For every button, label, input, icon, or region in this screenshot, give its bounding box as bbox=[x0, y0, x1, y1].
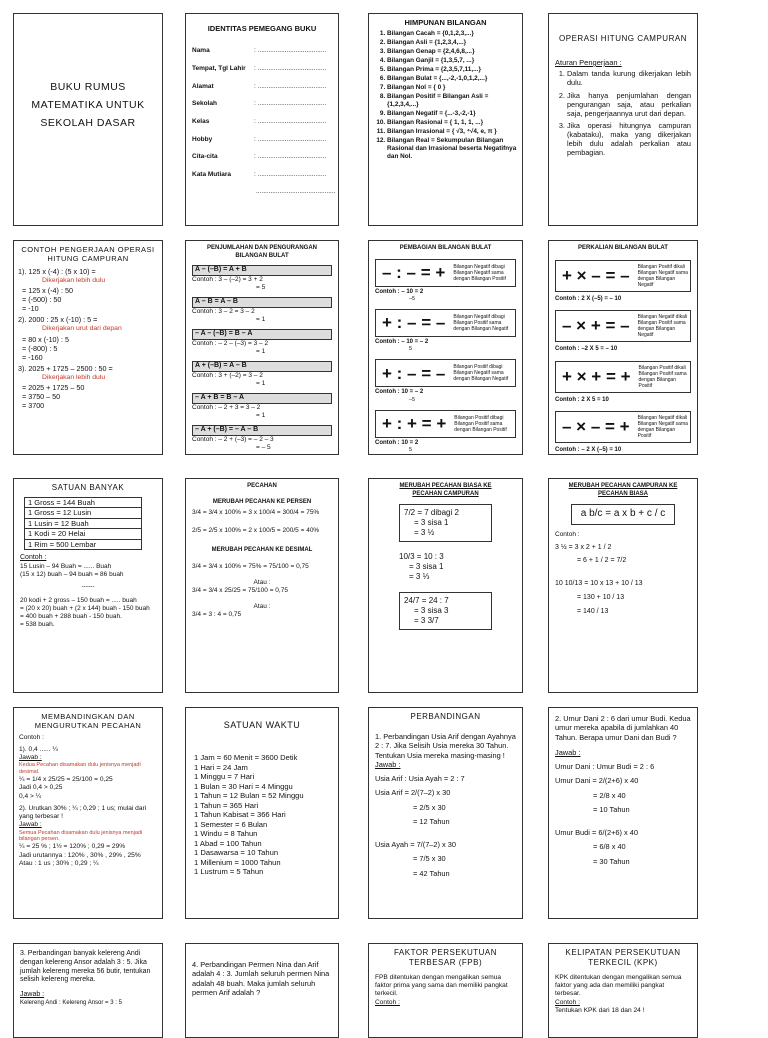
pecahan-d2: 3/4 = 3/4 x 25/25 = 75/100 = 0,75 bbox=[192, 587, 288, 594]
membandingkan-line: Atau : 1 us ; 30% ; 0,29 ; ¼ bbox=[19, 859, 99, 867]
division-rule-box bbox=[375, 309, 516, 337]
satuan-row bbox=[25, 498, 142, 508]
conversion-line: = 3 ⅓ bbox=[409, 572, 430, 581]
perkalian-card bbox=[548, 240, 698, 455]
time-unit-row: 1 Tahun = 365 Hari bbox=[194, 800, 259, 810]
multiplication-symbol: – × + = – bbox=[562, 316, 630, 336]
fpb-title-1: FAKTOR PERSEKUTUAN bbox=[393, 948, 498, 957]
conversion-line: 7/2 = 7 dibagi 2 bbox=[404, 508, 459, 517]
multiplication-example: Contoh : –2 X 5 = – 10 bbox=[555, 346, 618, 352]
conversion-line: = 3 ½ bbox=[414, 528, 435, 537]
rule-result: = 1 bbox=[256, 347, 266, 355]
satuan-banyak-title: SATUAN BANYAK bbox=[51, 483, 125, 492]
himpunan-item: 9. Bilangan Negatif = {...-3,-2,-1} bbox=[387, 110, 518, 118]
pecahan-atau-2: Atau : bbox=[253, 603, 271, 611]
kpk-text: KPK ditentukan dengan mengalikan semua faktor yang ada dan memiliki pangkat terbesar. bbox=[555, 974, 682, 998]
identitas-field-label: Alamat bbox=[192, 82, 214, 90]
kelereng-jawab: Jawab : bbox=[20, 991, 45, 998]
identitas-field-label: Kata Mutiara bbox=[192, 170, 232, 178]
membandingkan-line: Jadi 0,4 > 0,25 bbox=[19, 784, 63, 792]
conversion-line: 10/3 = 10 : 3 bbox=[399, 552, 444, 561]
multiplication-example: Contoh : 2 X 5 = 10 bbox=[555, 396, 609, 403]
identitas-field-label: Kelas bbox=[192, 117, 210, 125]
division-symbol: – : – = + bbox=[382, 262, 446, 282]
himpunan-item: 2. Bilangan Asli = {1,2,3,4,...} bbox=[387, 39, 518, 47]
campuran-biasa-title-2: PECAHAN BIASA bbox=[597, 490, 648, 497]
contoh-line: 2). 2000 : 25 x (-10) : 5 = bbox=[18, 315, 98, 325]
himpunan-item: 7. Bilangan Nol = { 0 } bbox=[387, 84, 518, 92]
age-line: Umur Dani : Umur Budi = 2 : 6 bbox=[555, 762, 655, 771]
pecahan-d1: 3/4 = 3/4 x 100% = 75% = 75/100 = 0,75 bbox=[192, 562, 309, 570]
biasa-campuran-title-2: PECAHAN CAMPURAN bbox=[412, 490, 479, 497]
operasi-rule: 1. Dalam tanda kurung dikerjakan lebih dulu. bbox=[567, 69, 691, 87]
satuan-example-line: ------ bbox=[81, 582, 95, 590]
division-symbol: + : + = + bbox=[382, 414, 447, 433]
rule-result: = 5 bbox=[256, 283, 266, 291]
operasi-card bbox=[548, 13, 698, 226]
umur-jawab: Jawab : bbox=[555, 747, 581, 757]
contoh-line: 1). 125 x (-4) : (5 x 10) = bbox=[18, 266, 96, 276]
pecahan-sub2: MERUBAH PECAHAN KE DESIMAL bbox=[211, 547, 313, 554]
perbandingan-card bbox=[368, 707, 523, 919]
multiplication-symbol: + × + = + bbox=[562, 366, 631, 386]
multiplication-symbol: + × – = – bbox=[562, 265, 630, 285]
multiplication-rule-box bbox=[555, 411, 691, 443]
himpunan-item: 8. Bilangan Positif = Bilangan Asli = {1,2,3,4,...} bbox=[387, 93, 518, 109]
mixed-conversion-line: 10 10/13 = 10 x 13 + 10 / 13 bbox=[555, 580, 643, 588]
time-unit-row: 1 Tahun Kabisat = 366 Hari bbox=[194, 810, 286, 820]
satuan-cell: 1 Rim = 500 Lembar bbox=[25, 539, 142, 549]
operasi-title: OPERASI HITUNG CAMPURAN bbox=[559, 34, 687, 43]
pecahan-d3: 3/4 = 3 : 4 = 0,75 bbox=[192, 611, 242, 619]
division-rule-box bbox=[375, 410, 516, 438]
cover-card bbox=[13, 13, 163, 226]
contoh-line: = (-800) : 5 bbox=[22, 343, 58, 353]
kpk-line: Tentukan KPK dari 18 dan 24 ! bbox=[555, 1006, 645, 1014]
time-unit-row: 1 Bulan = 30 Hari = 4 Minggu bbox=[194, 781, 293, 791]
fpb-title-2: TERBESAR (FPB) bbox=[408, 958, 483, 967]
conversion-block bbox=[399, 552, 492, 582]
pecahan-title: PECAHAN bbox=[247, 483, 277, 489]
campuran-contoh: Contoh : bbox=[555, 530, 580, 538]
rule-result: = 1 bbox=[256, 411, 266, 419]
cover-line-2: MATEMATIKA UNTUK bbox=[31, 98, 145, 111]
time-unit-row: 1 Windu = 8 Tahun bbox=[194, 829, 258, 839]
division-denominator: –5 bbox=[409, 396, 416, 403]
rule-example: Contoh : – 2 – (–3) = 3 – 2 bbox=[192, 339, 269, 347]
penjumlahan-title-1: PENJUMLAHAN DAN PENGURANGAN bbox=[206, 245, 317, 251]
membandingkan-line: ¼ = 25 % ; 1½ = 120% ; 0,29 = 29% bbox=[19, 843, 126, 851]
division-desc: Bilangan Positif dibagi Bilangan Positif sama dengan Bilangan Positif bbox=[454, 414, 507, 433]
membandingkan-line: Jawab : bbox=[19, 821, 42, 829]
contoh-title-2: HITUNG CAMPURAN bbox=[47, 254, 129, 264]
biasa-campuran-title-1: MERUBAH PECAHAN BIASA KE bbox=[399, 483, 492, 489]
perbandingan-jawab: Jawab : bbox=[375, 759, 401, 769]
himpunan-item: 3. Bilangan Genap = {2,4,6,8,...} bbox=[387, 48, 518, 56]
division-symbol: + : – = – bbox=[382, 313, 446, 333]
division-desc: Bilangan Negatif dibagi Bilangan Positif sama dengan Bilangan Negatif bbox=[453, 313, 509, 332]
contoh-note: Dikerjakan lebih dulu bbox=[42, 373, 106, 381]
himpunan-item: 6. Bilangan Bulat = {...,-2,-1,0,1,2,...} bbox=[387, 75, 518, 83]
ratio-line: = 42 Tahun bbox=[413, 868, 450, 878]
conversion-block bbox=[399, 504, 492, 542]
satuan-row bbox=[25, 508, 142, 518]
himpunan-item: 10. Bilangan Rasional = { 1, 1, 1, ...} bbox=[387, 119, 518, 127]
membandingkan-card bbox=[13, 707, 163, 919]
multiplication-example: Contoh : 2 X (–5) = – 10 bbox=[555, 295, 622, 302]
identitas-field-blank: : ...................................... bbox=[254, 135, 327, 143]
identitas-field-blank: : ...................................... bbox=[254, 47, 327, 55]
age-line: = 30 Tahun bbox=[593, 856, 630, 866]
rule-bar: A – B = A – B bbox=[192, 297, 332, 308]
multiplication-desc: Bilangan Positif dikali Bilangan Negatif sama dengan Bilangan Negatif bbox=[637, 263, 688, 288]
age-line: = 2/8 x 40 bbox=[593, 790, 626, 800]
rumus-box bbox=[571, 504, 675, 525]
identitas-field-label: Nama bbox=[192, 47, 210, 55]
contoh-line: = 2025 + 1725 – 50 bbox=[22, 383, 85, 393]
contoh-note: Dikerjakan urut dari depan bbox=[42, 325, 122, 333]
satuan-cell: 1 Gross = 144 Buah bbox=[25, 498, 142, 508]
division-rule-box bbox=[375, 359, 516, 387]
division-example: Contoh : 10 = 2 bbox=[375, 439, 419, 446]
membandingkan-line: 2). Urutkan 30% ; ¼ ; 0,29 ; 1 us; mulai dari yang terbesar ! bbox=[19, 804, 147, 821]
himpunan-item: 5. Bilangan Prima = {2,3,5,7,11,...} bbox=[387, 66, 518, 74]
contoh-line: = 3750 – 50 bbox=[22, 392, 61, 402]
rule-example: Contoh : – 2 + 3 = 3 – 2 bbox=[192, 403, 261, 411]
identitas-card: IDENTITAS PEMEGANG BUKU Nama : ...................................... Tempat, Tgl Lahir : ...................................... Alamat : ...................................... Sekolah : ...................................... Kelas : ...................................... Hobby : ...................................... Cita-cita : ...................................... Kata Mutiara : ...................................... ............................................ bbox=[185, 13, 339, 226]
age-line: Umur Dani = 2/(2+6) x 40 bbox=[555, 776, 639, 786]
multiplication-rule-box bbox=[555, 260, 691, 292]
umur-card bbox=[548, 707, 698, 919]
identitas-field-row bbox=[192, 136, 332, 144]
ratio-line: Usia Arif = 2/(7–2) x 30 bbox=[375, 788, 451, 798]
division-example: Contoh : – 10 = – 2 bbox=[375, 338, 429, 345]
identitas-field-blank: : ...................................... bbox=[254, 153, 327, 161]
kpk-title-2: TERKECIL (KPK) bbox=[588, 958, 658, 967]
conversion-line: = 3 sisa 1 bbox=[409, 562, 444, 571]
time-unit-row: 1 Dasawarsa = 10 Tahun bbox=[194, 848, 279, 858]
satuan-cell: 1 Kodi = 20 Helai bbox=[25, 529, 142, 539]
penjumlahan-title-2: BILANGAN BULAT bbox=[235, 252, 289, 259]
identitas-field-blank: : ...................................... bbox=[254, 82, 327, 90]
identitas-field-row bbox=[192, 100, 332, 108]
membandingkan-title-2: MENGURUTKAN PECAHAN bbox=[34, 721, 142, 731]
contoh-line: 3). 2025 + 1725 – 2500 : 50 = bbox=[18, 363, 113, 373]
kelereng-question: 3. Perbandingan banyak kelereng Andi dengan kelereng Ansor adalah 3 : 5. Jika jumlah kelereng mereka 56 butir, tentukan selisih kelereng mereka. bbox=[20, 950, 151, 984]
mixed-conversion-line: = 130 + 10 / 13 bbox=[577, 593, 625, 601]
identitas-field-row bbox=[192, 118, 332, 126]
permen-question: 4. Perbandingan Permen Nina dan Arif adalah 4 : 3. Jumlah seluruh permen Nina adalah 48 buah. Maka jumlah seluruh permen Arif adalah ? bbox=[192, 960, 330, 997]
contoh-note: Dikerjakan lebih dulu bbox=[42, 276, 106, 284]
himpunan-item: 12. Bilangan Real = Sekumpulan Bilangan Rasional dan Irrasional beserta Negatifnya dan Nol. bbox=[387, 137, 518, 161]
contoh-line: = 3700 bbox=[22, 401, 45, 411]
multiplication-rule-box bbox=[555, 310, 691, 342]
satuan-row bbox=[25, 518, 142, 528]
membandingkan-line: 0,4 > ¼ bbox=[19, 792, 42, 800]
pembagian-card bbox=[368, 240, 523, 455]
umur-question: 2. Umur Dani 2 : 6 dari umur Budi. Kedua umur mereka apabila di jumlahkan 40 Tahun. Berapa umur Dani dan Budi ? bbox=[555, 714, 691, 742]
rule-example: Contoh : 3 – (–2) = 3 + 2 bbox=[192, 275, 263, 283]
satuan-example-line: 20 kodi + 2 gross – 150 buah = ..... buah bbox=[20, 597, 137, 604]
rumus-right: = a x b + c / c bbox=[605, 508, 666, 519]
fpb-contoh: Contoh : bbox=[375, 998, 400, 1006]
kpk-contoh: Contoh : bbox=[555, 998, 580, 1006]
satuan-example-line: = 400 buah + 288 buah - 150 buah. bbox=[20, 613, 122, 621]
himpunan-item: 4. Bilangan Ganjil = {1,3,5,7, ...} bbox=[387, 57, 518, 65]
division-example: Contoh : – 10 = 2 bbox=[375, 288, 424, 295]
cover-line-1: BUKU RUMUS bbox=[50, 81, 126, 93]
satuan-cell: 1 Lusin = 12 Buah bbox=[25, 518, 142, 528]
time-unit-row: 1 Tahun = 12 Bulan = 52 Minggu bbox=[194, 791, 304, 801]
time-unit-row: 1 Semester = 6 Bulan bbox=[194, 819, 268, 829]
rule-result: = 1 bbox=[256, 315, 266, 323]
contoh-line: = -160 bbox=[22, 352, 43, 362]
mixed-conversion-line: = 6 + 1 / 2 = 7/2 bbox=[577, 557, 627, 565]
satuan-example-line: 15 Lusin – 94 Buah = ...... Buah bbox=[20, 562, 112, 570]
division-denominator: 5 bbox=[409, 447, 413, 454]
satuan-waktu-card bbox=[185, 707, 339, 919]
satuan-example-line: = 538 buah. bbox=[20, 621, 55, 629]
ratio-line: = 2/5 x 30 bbox=[413, 802, 446, 812]
contoh-line: = 80 x (-10) : 5 bbox=[22, 334, 69, 344]
membandingkan-title-1: MEMBANDINGKAN DAN bbox=[41, 712, 135, 721]
conversion-block bbox=[399, 592, 492, 630]
membandingkan-line: Contoh : bbox=[19, 733, 44, 741]
identitas-field-label: Tempat, Tgl Lahir bbox=[192, 65, 246, 72]
conversion-line: = 3 sisa 1 bbox=[414, 518, 449, 527]
rule-bar: A – (–B) = A + B bbox=[192, 265, 332, 276]
satuan-banyak-card bbox=[13, 478, 163, 693]
ratio-line: Usia Arif : Usia Ayah = 2 : 7 bbox=[375, 774, 465, 783]
satuan-row bbox=[25, 539, 142, 549]
membandingkan-note: Semua Pecahan disamakan dulu jenisnya menjadi bilangan persen. bbox=[19, 829, 143, 843]
division-example: Contoh : 10 = – 2 bbox=[375, 389, 424, 396]
rule-example: Contoh : – 2 + (–3) = – 2 – 3 bbox=[192, 435, 274, 443]
kpk-title-1: KELIPATAN PERSEKUTUAN bbox=[565, 948, 681, 957]
multiplication-desc: Bilangan Negatif dikali Bilangan Positif sama dengan Bilangan Negatif bbox=[637, 314, 688, 338]
himpunan-item: 1. Bilangan Cacah = {0,1,2,3,...} bbox=[387, 30, 518, 38]
contoh-title-1: CONTOH PENGERJAAN OPERASI bbox=[21, 245, 155, 254]
age-line: = 10 Tahun bbox=[593, 804, 630, 814]
identitas-field-label: Hobby bbox=[192, 135, 213, 143]
age-line: = 6/8 x 40 bbox=[593, 842, 626, 852]
perbandingan-question: 1. Perbandingan Usia Arif dengan Ayahnya 2 : 7. Jika Selisih Usia mereka 30 Tahun. Tentukan Usia mereka masing-masing ! bbox=[375, 732, 516, 760]
identitas-field-label: Sekolah bbox=[192, 100, 217, 108]
time-unit-row: 1 Jam = 60 Menit = 3600 Detik bbox=[194, 753, 298, 763]
identitas-field-row bbox=[192, 83, 332, 91]
cover-line-3: SEKOLAH DASAR bbox=[40, 116, 136, 129]
satuan-cell: 1 Gross = 12 Lusin bbox=[25, 508, 142, 518]
kelereng-line: Kelereng Andi : Kelereng Ansor = 3 : 5 bbox=[20, 999, 122, 1006]
time-unit-row: 1 Millenium = 1000 Tahun bbox=[194, 857, 281, 867]
satuan-row bbox=[25, 529, 142, 539]
mixed-conversion-line: 3 ½ = 3 x 2 + 1 / 2 bbox=[555, 543, 612, 551]
campuran-biasa-card bbox=[548, 478, 698, 693]
rule-bar: A + (–B) = A – B bbox=[192, 361, 332, 372]
ratio-line: = 12 Tahun bbox=[413, 816, 450, 826]
campuran-biasa-title-1: MERUBAH PECAHAN CAMPURAN KE bbox=[568, 483, 678, 489]
operasi-rule: 2. Jika hanya penjumlahan dengan pengurangan saja, atau perkalian saja, pengerjaannya urut dari depan. bbox=[567, 91, 691, 118]
division-denominator: 5 bbox=[409, 346, 413, 353]
conversion-line: = 3 sisa 3 bbox=[414, 606, 449, 615]
identitas-field-row bbox=[192, 153, 332, 161]
pecahan-p1: 3/4 = 3/4 x 100% = 3 x 100/4 = 300/4 = 75% bbox=[192, 509, 320, 516]
satuan-banyak-contoh: Contoh : bbox=[20, 553, 47, 561]
pecahan-atau-1: Atau : bbox=[253, 578, 271, 586]
rule-result: = – 5 bbox=[256, 443, 271, 451]
multiplication-rule-box bbox=[555, 361, 691, 393]
biasa-campuran-card bbox=[368, 478, 523, 693]
identitas-field-row bbox=[192, 47, 332, 55]
mixed-conversion-line: = 140 / 13 bbox=[577, 607, 609, 615]
division-desc: Bilangan Positif dibagi Bilangan Negatif sama dengan Bilangan Negatif bbox=[453, 364, 509, 383]
time-unit-row: 1 Hari = 24 Jam bbox=[194, 762, 248, 772]
multiplication-desc: Bilangan Positif dikali Bilangan Positif sama dengan Bilangan Positif bbox=[638, 364, 687, 389]
satuan-example-line: = (20 x 20) buah + (2 x 144) buah - 150 buah bbox=[20, 605, 150, 613]
time-unit-row: 1 Minggu = 7 Hari bbox=[194, 772, 255, 782]
identitas-field-blank: : ...................................... bbox=[254, 100, 327, 108]
rule-example: Contoh : 3 – 2 = 3 – 2 bbox=[192, 307, 255, 315]
contoh-line: = -10 bbox=[22, 304, 39, 314]
operasi-sub: Aturan Pengerjaan : bbox=[555, 58, 622, 67]
perkalian-title: PERKALIAN BILANGAN BULAT bbox=[578, 245, 668, 251]
multiplication-desc: Bilangan Negatif dikali Bilangan Negatif sama dengan Bilangan Positif bbox=[637, 415, 688, 439]
conversion-line: = 3 3/7 bbox=[414, 616, 439, 625]
rule-bar: – A + (–B) = – A – B bbox=[192, 425, 332, 436]
rumus-left: a b/c bbox=[580, 508, 603, 519]
contoh-operasi-card bbox=[13, 240, 163, 455]
time-unit-row: 1 Abad = 100 Tahun bbox=[194, 838, 262, 848]
contoh-line: = 125 x (-4) : 50 bbox=[22, 286, 73, 296]
multiplication-example: Contoh : – 2 X (–5) = 10 bbox=[555, 447, 622, 453]
membandingkan-line: Jawab : bbox=[19, 754, 42, 762]
rule-bar: – A – (–B) = B – A bbox=[192, 329, 332, 340]
identitas-field-blank: : ...................................... bbox=[254, 65, 327, 72]
satuan-example-line: (15 x 12) buah – 94 buah = 86 buah bbox=[20, 570, 124, 578]
identitas-field-blank: : ...................................... bbox=[254, 117, 327, 125]
pecahan-p2: 2/5 = 2/5 x 100% = 2 x 100/5 = 200/5 = 40% bbox=[192, 527, 320, 535]
conversion-line: 24/7 = 24 : 7 bbox=[404, 596, 449, 605]
division-denominator: –5 bbox=[409, 296, 416, 302]
operasi-rule: 3. Jika operasi hitungnya campuran (kabataku), maka yang dikerjakan lebih dulu adalah perkalian atau pembagian. bbox=[567, 121, 691, 157]
satuan-waktu-title: SATUAN WAKTU bbox=[223, 720, 301, 730]
pecahan-card bbox=[185, 478, 339, 693]
pecahan-sub1: MERUBAH PECAHAN KE PERSEN bbox=[212, 498, 312, 505]
pembagian-title: PEMBAGIAN BILANGAN BULAT bbox=[399, 245, 492, 251]
membandingkan-line: ¼ = 1/4 x 25/25 = 25/100 = 0,25 bbox=[19, 776, 113, 784]
himpunan-card bbox=[368, 13, 523, 226]
contoh-line: = (-500) : 50 bbox=[22, 295, 62, 305]
membandingkan-line: Jadi urutannya : 120% , 30% , 29% , 25% bbox=[19, 851, 141, 859]
membandingkan-line: 1). 0,4 ...... ¼ bbox=[19, 745, 58, 753]
membandingkan-note: Kedua Pecahan disamakan dulu jenisnya menjadi desimal. bbox=[19, 762, 141, 776]
age-line: Umur Budi = 6/(2+6) x 40 bbox=[555, 828, 638, 837]
rule-result: = 1 bbox=[256, 379, 266, 387]
identitas-field-row bbox=[192, 171, 332, 179]
division-rule-box bbox=[375, 259, 516, 287]
himpunan-item: 11. Bilangan Irrasional = { √3, ⁴√4, e, π } bbox=[387, 128, 518, 136]
penjumlahan-card bbox=[185, 240, 339, 455]
division-desc: Bilangan Negatif dibagi Bilangan Negatif sama dengan Bilangan Positif bbox=[453, 263, 506, 282]
identitas-title: IDENTITAS PEMEGANG BUKU bbox=[207, 24, 317, 33]
division-symbol: + : – = – bbox=[382, 363, 446, 383]
himpunan-title: HIMPUNAN BILANGAN bbox=[404, 18, 487, 27]
ratio-line: = 7/5 x 30 bbox=[413, 854, 446, 864]
multiplication-symbol: – × – = + bbox=[562, 417, 630, 437]
identitas-field-row bbox=[192, 65, 332, 73]
rule-example: Contoh : 3 + (–2) = 3 – 2 bbox=[192, 371, 263, 379]
fpb-text: FPB ditentukan dengan mengalikan semua faktor prima yang sama dan memiliki pangkat terkecil. bbox=[375, 974, 508, 998]
identitas-field-blank: : ...................................... bbox=[254, 170, 327, 178]
rule-bar: – A + B = B – A bbox=[192, 393, 332, 404]
time-unit-row: 1 Lustrum = 5 Tahun bbox=[194, 867, 264, 877]
ratio-line: Usia Ayah = 7/(7–2) x 30 bbox=[375, 840, 457, 849]
perbandingan-title: PERBANDINGAN bbox=[410, 712, 481, 721]
identitas-field-label: Cita-cita bbox=[192, 153, 218, 161]
